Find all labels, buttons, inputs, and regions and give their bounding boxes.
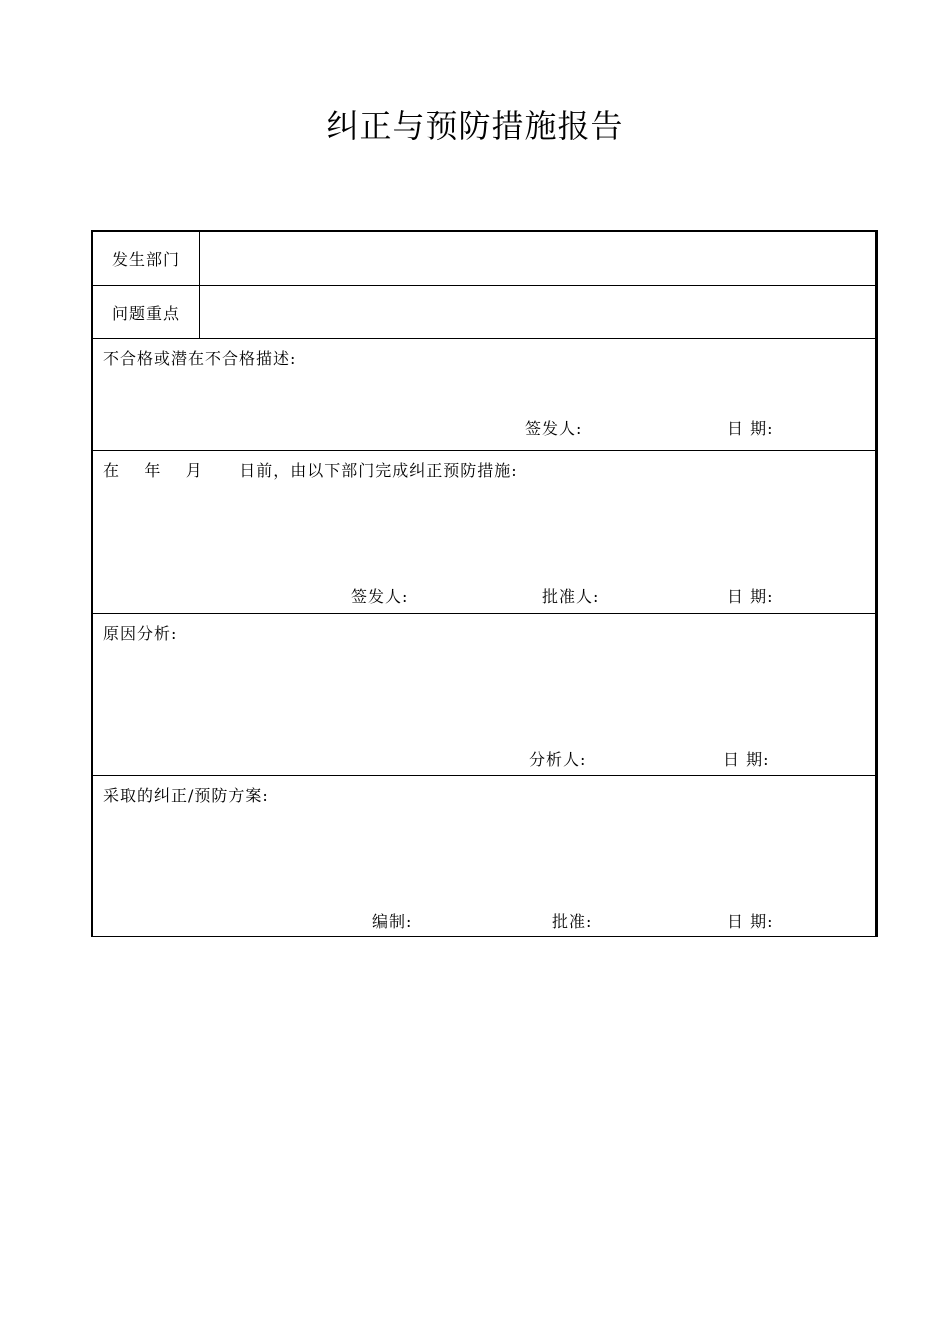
cause-date-label: 日 期: [723, 750, 770, 769]
deadline-issuer-label: 签发人: [351, 587, 409, 606]
plan-heading: 采取的纠正/预防方案: [103, 786, 269, 805]
nonconformity-section[interactable] [93, 339, 875, 451]
cause-heading: 原因分析: [103, 624, 178, 643]
plan-date-label: 日 期: [727, 912, 774, 931]
nonconformity-issuer-label: 签发人: [525, 419, 583, 438]
page-title: 纠正与预防措施报告 [326, 107, 624, 145]
plan-approver-label: 批准: [552, 912, 593, 931]
department-field[interactable] [200, 232, 875, 285]
key-issue-field[interactable] [200, 286, 875, 338]
department-label: 发生部门 [93, 232, 200, 285]
department-row [93, 232, 875, 286]
nonconformity-date-label: 日 期: [727, 419, 774, 438]
cause-analyst-label: 分析人: [529, 750, 587, 769]
nonconformity-heading: 不合格或潜在不合格描述: [103, 349, 297, 368]
deadline-date-label: 日 期: [727, 587, 774, 606]
plan-compiler-label: 编制: [372, 912, 413, 931]
key-issue-label: 问题重点 [93, 286, 200, 338]
plan-section[interactable] [93, 776, 875, 936]
deadline-section[interactable] [93, 451, 875, 614]
deadline-approver-label: 批准人: [542, 587, 600, 606]
key-issue-row [93, 286, 875, 339]
deadline-heading: 在 年 月 日前，由以下部门完成纠正预防措施: [103, 461, 518, 480]
report-form [91, 230, 878, 937]
cause-section[interactable] [93, 614, 875, 776]
